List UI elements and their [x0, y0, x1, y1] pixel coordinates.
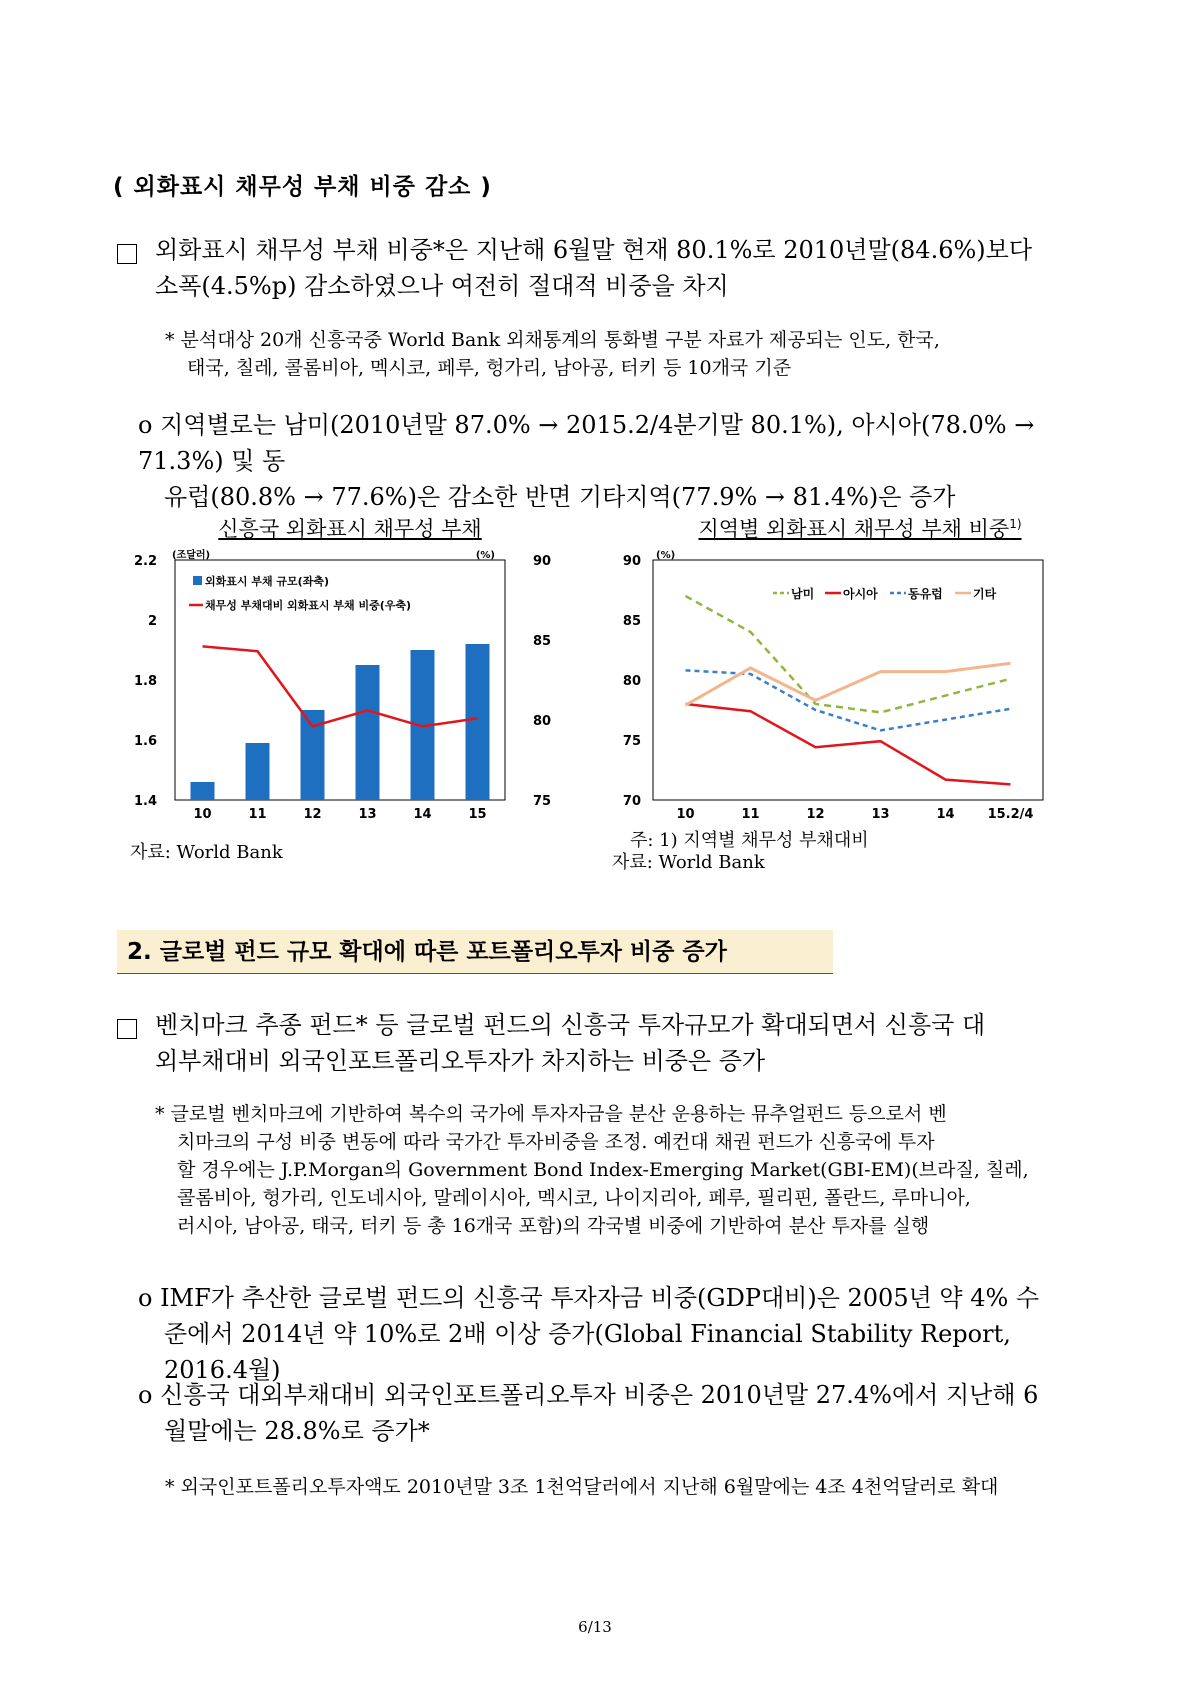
paragraph-1: [155, 232, 1085, 304]
y-right-tick-label: 75: [533, 794, 552, 809]
page-number: 6/13: [578, 1618, 612, 1636]
series-line: [203, 646, 478, 726]
x-tick-label: 15: [468, 807, 487, 822]
footnote-1: [165, 326, 1085, 382]
legend-label: 동유럽: [908, 587, 943, 601]
right-chart-title-sup: 1): [1009, 517, 1022, 531]
y-tick-label: 75: [622, 734, 641, 749]
x-tick-label: 11: [741, 807, 760, 822]
y-tick-label: 70: [622, 794, 641, 809]
x-tick-label: 12: [806, 807, 825, 822]
legend-line-label: 채무성 부채대비 외화표시 부채 비중(우축): [205, 599, 412, 612]
right-chart-note: 주: 1) 지역별 채무성 부채대비: [630, 830, 869, 851]
series-line-동유럽: [686, 670, 1011, 730]
legend-label: 남미: [791, 587, 815, 601]
series-line-기타: [686, 663, 1011, 705]
paragraph-5-line-1: o 신흥국 대외부채대비 외국인포트폴리오투자 비중은 2010년말 27.4%에서 지난해 6: [138, 1381, 1039, 1409]
right-chart: [605, 545, 1065, 835]
x-tick-label: 13: [871, 807, 890, 822]
x-tick-label: 14: [413, 807, 432, 822]
legend-label: 기타: [973, 587, 997, 601]
bar: [191, 782, 215, 800]
paragraph-3-line-1: 벤치마크 추종 펀드* 등 글로벌 펀드의 신흥국 투자규모가 확대되면서 신흥국 대: [155, 1011, 986, 1039]
paragraph-1-line-1: 외화표시 채무성 부채 비중*은 지난해 6월말 현재 80.1%로 2010년말(84.6%)보다: [155, 236, 1033, 264]
paragraph-3-line-2: 외부채대비 외국인포트폴리오투자가 차지하는 비중은 증가: [155, 1047, 766, 1075]
y-right-tick-label: 80: [533, 714, 552, 729]
footnote-2-line-5: 러시아, 남아공, 태국, 터키 등 총 16개국 포함)의 각국별 비중에 기반하여 분산 투자를 실행: [177, 1215, 930, 1237]
box-bullet-icon: [117, 1019, 137, 1041]
left-chart-title: 신흥국 외화표시 채무성 부채: [218, 517, 482, 541]
legend-bar-label: 외화표시 부채 규모(좌축): [205, 575, 329, 588]
footnote-2: [155, 1100, 1085, 1240]
footnote-1-line-1: * 분석대상 20개 신흥국중 World Bank 외채통계의 통화별 구분 자료가 제공되는 인도, 한국,: [165, 329, 940, 351]
x-tick-label: 10: [193, 807, 212, 822]
x-tick-label: 12: [303, 807, 322, 822]
y-tick-label: 90: [622, 554, 641, 569]
y-left-tick-label: 1.4: [133, 794, 157, 809]
y-right-tick-label: 85: [533, 634, 552, 649]
y-right-unit: (%): [475, 550, 495, 561]
paragraph-2-line-2: 유럽(80.8% → 77.6%)은 감소한 반면 기타지역(77.9% → 81.4%)은 증가: [164, 483, 956, 511]
series-line-남미: [686, 596, 1011, 712]
right-chart-title: [640, 513, 1080, 543]
footnote-3: * 외국인포트폴리오투자액도 2010년말 3조 1천억달러에서 지난해 6월말에는 4조 4천억달러로 확대: [165, 1476, 999, 1498]
paragraph-4-line-1: o IMF가 추산한 글로벌 펀드의 신흥국 투자자금 비중(GDP대비)은 2005년 약 4% 수: [138, 1284, 1040, 1312]
bar: [246, 743, 270, 800]
left-chart: [120, 545, 590, 835]
box-bullet-icon: [117, 244, 137, 266]
paragraph-5-line-2: 월말에는 28.8%로 증가*: [164, 1417, 430, 1445]
paragraph-5: [138, 1377, 1088, 1449]
footnote-1-line-2: 태국, 칠레, 콜롬비아, 멕시코, 페루, 헝가리, 남아공, 터키 등 10개국 기준: [187, 357, 792, 379]
paragraph-2: [138, 407, 1088, 515]
paragraph-3: [155, 1007, 1085, 1079]
paragraph-4-line-2: 준에서 2014년 약 10%로 2배 이상 증가(Global Financial Stability Report, 2016.4월): [164, 1320, 1011, 1384]
y-left-tick-label: 2.2: [133, 554, 157, 569]
y-left-tick-label: 1.6: [133, 734, 157, 749]
footnote-2-line-3: 할 경우에는 J.P.Morgan의 Government Bond Index-Emerging Market(GBI-EM)(브라질, 칠레,: [177, 1159, 1029, 1181]
bar: [356, 665, 380, 800]
x-tick-label: 10: [676, 807, 695, 822]
y-left-unit: (조달러): [172, 550, 211, 561]
right-chart-title-text: 지역별 외화표시 채무성 부채 비중: [698, 517, 1010, 541]
footnote-2-line-4: 콜롬비아, 헝가리, 인도네시아, 말레이시아, 멕시코, 나이지리아, 페루, 필리핀, 폴란드, 루마니아,: [177, 1187, 971, 1209]
section-subheading: ( 외화표시 채무성 부채 비중 감소 ): [113, 174, 492, 200]
section-2-heading: 2. 글로벌 펀드 규모 확대에 따른 포트폴리오투자 비중 증가: [117, 930, 833, 974]
plot-frame: [175, 560, 505, 800]
x-tick-label: 14: [936, 807, 955, 822]
y-tick-label: 85: [622, 614, 641, 629]
y-tick-label: 80: [622, 674, 641, 689]
paragraph-2-line-1: o 지역별로는 남미(2010년말 87.0% → 2015.2/4분기말 80.1%), 아시아(78.0% → 71.3%) 및 동: [138, 411, 1035, 475]
x-tick-label: 15.2/4: [987, 807, 1034, 822]
legend-label: 아시아: [843, 587, 878, 601]
paragraph-1-line-2: 소폭(4.5%p) 감소하였으나 여전히 절대적 비중을 차지: [155, 272, 729, 300]
y-right-tick-label: 90: [533, 554, 552, 569]
x-tick-label: 13: [358, 807, 377, 822]
footnote-2-line-2: 치마크의 구성 비중 변동에 따라 국가간 투자비중을 조정. 예컨대 채권 펀드가 신흥국에 투자: [177, 1131, 935, 1153]
left-chart-source: 자료: World Bank: [130, 842, 283, 863]
bar: [466, 644, 490, 800]
footnote-2-line-1: * 글로벌 벤치마크에 기반하여 복수의 국가에 투자자금을 분산 운용하는 뮤추얼펀드 등으로서 벤: [155, 1103, 947, 1125]
x-tick-label: 11: [248, 807, 267, 822]
legend-bar-swatch: [193, 576, 202, 585]
right-chart-source: 자료: World Bank: [612, 852, 765, 873]
paragraph-4: [138, 1280, 1088, 1388]
right-chart-notes: [612, 830, 869, 874]
y-left-tick-label: 1.8: [133, 674, 157, 689]
y-unit: (%): [656, 550, 676, 561]
y-left-tick-label: 2: [147, 614, 157, 629]
